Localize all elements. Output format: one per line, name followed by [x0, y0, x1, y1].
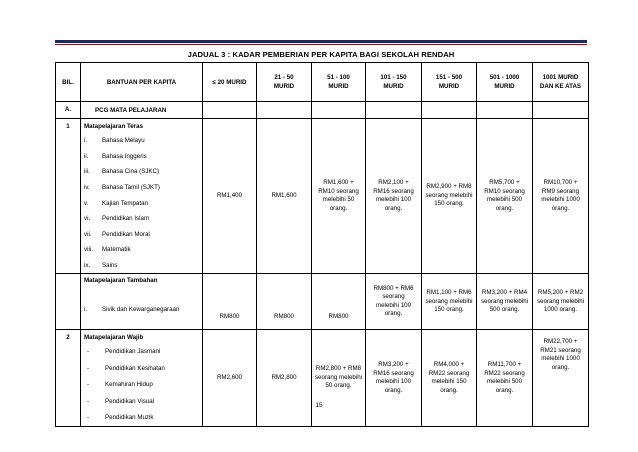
header-101-150: 101 - 150 MURID — [366, 63, 422, 102]
tambahan-value-101-150: RM800 + RM6 seorang melebihi 100 orang. — [366, 274, 422, 330]
row1-heading: Matapelajaran Teras — [84, 123, 144, 130]
header-rule-red — [55, 44, 587, 45]
list-item: - Pendidikan Visual — [87, 397, 155, 405]
tambahan-value-151-500: RM1,100 + RM6 seorang melebihi 150 orang. — [422, 274, 477, 330]
row1-value-151-500: RM2,900 + RM8 seorang melebihi 150 orang. — [422, 119, 477, 274]
list-item: - Pendidikan Kesihatan — [87, 364, 165, 372]
section-a-title: PCG MATA PELAJARAN — [81, 102, 203, 119]
tambahan-value-51-100: RM800 — [312, 274, 366, 330]
row2-value-51-100: RM2,800 + RM8 seorang melebihi 50 orang. — [312, 330, 366, 427]
list-item: i. Sivik dan Kewarganegaraan — [84, 305, 180, 313]
per-capita-table — [55, 62, 589, 427]
list-item: viii. Matematik — [84, 246, 131, 254]
row1-number: 1 — [56, 119, 81, 274]
list-item: - Pendidikan Jasmani — [87, 348, 161, 356]
header-rule-dark — [55, 40, 587, 43]
tambahan-value-21-50: RM800 — [257, 274, 312, 330]
row1-value-1001: RM10,700 + RM9 seorang melebihi 1000 orang. — [533, 119, 589, 274]
header-501-1000: 501 - 1000 MURID — [477, 63, 533, 102]
row2-value-151-500: RM4,000 + RM22 seorang melebihi 150 orang. — [422, 330, 477, 427]
row2-value-le20: RM2,600 — [203, 330, 257, 427]
list-item: v. Kajian Tempatan — [84, 199, 148, 207]
row2-heading: Matapelajaran Wajib — [84, 334, 144, 342]
tambahan-subjects — [81, 274, 203, 330]
row2-value-101-150: RM3,200 + RM16 seorang melebihi 100 orang. — [366, 330, 422, 427]
list-item: i. Bahasa Melayu — [84, 137, 145, 145]
row2-subjects — [81, 330, 203, 427]
row1-value-501-1000: RM5,700 + RM10 seorang melebihi 500 orang. — [477, 119, 533, 274]
list-item: vii. Pendidikan Moral — [84, 230, 150, 238]
page-number: 15 — [315, 402, 323, 409]
header-bantuan: BANTUAN PER KAPITA — [81, 63, 203, 102]
header-bil: BIL. — [56, 63, 81, 102]
list-item: iii. Bahasa Cina (SJKC) — [84, 168, 160, 176]
list-item: - Pendidikan Muzik — [87, 414, 154, 422]
section-a-label: A. — [56, 102, 81, 119]
row-wajib — [56, 330, 589, 427]
list-item: - Kemahiran Hidup — [87, 381, 153, 389]
header-le20: ≤ 20 MURID — [203, 63, 257, 102]
row2-value-501-1000: RM11,700 + RM22 seorang melebihi 500 orang. — [477, 330, 533, 427]
tambahan-heading: Matapelajaran Tambahan — [84, 277, 158, 285]
section-a-row — [56, 102, 589, 119]
row1-value-51-100: RM1,600 + RM10 seorang melebihi 50 orang. — [312, 119, 366, 274]
row2-value-1001: RM22,700 + RM21 seorang melebihi 1000 orang. — [533, 330, 589, 427]
table-title: JADUAL 3 : KADAR PEMBERIAN PER KAPITA BAGI SEKOLAH RENDAH — [187, 50, 455, 59]
list-item: ix. Sains — [84, 262, 118, 270]
header-51-100: 51 - 100 MURID — [312, 63, 366, 102]
header-1001: 1001 MURID DAN KE ATAS — [533, 63, 589, 102]
list-item: ii. Bahasa Inggeris — [84, 152, 147, 160]
row1-value-101-150: RM2,100 + RM16 seorang melebihi 100 orang. — [366, 119, 422, 274]
row1-value-le20: RM1,400 — [203, 119, 257, 274]
row2-number: 2 — [56, 330, 81, 427]
row1-subjects — [81, 119, 203, 274]
row1-value-21-50: RM1,600 — [257, 119, 312, 274]
row-tambahan — [56, 274, 589, 330]
list-item: iv. Bahasa Tamil (SJKT) — [84, 184, 160, 192]
tambahan-value-1001: RM5,200 + RM2 seorang melebihi 1000 orang. — [533, 274, 589, 330]
row-teras — [56, 119, 589, 274]
list-item: vi. Pendidikan Islam — [84, 215, 150, 223]
tambahan-value-501-1000: RM3,200 + RM4 seorang melebihi 500 orang. — [477, 274, 533, 330]
header-21-50: 21 - 50 MURID — [257, 63, 312, 102]
header-row — [56, 63, 589, 102]
tambahan-value-le20: RM800 — [203, 274, 257, 330]
header-151-500: 151 - 500 MURID — [422, 63, 477, 102]
row2-value-21-50: RM2,800 — [257, 330, 312, 427]
